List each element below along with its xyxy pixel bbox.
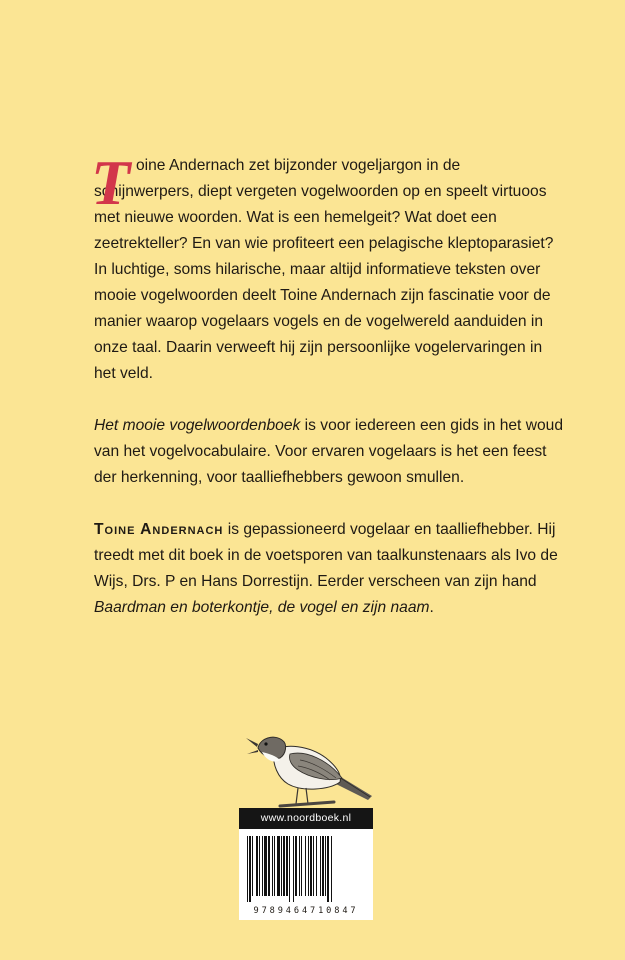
summary-paragraph — [94, 413, 564, 491]
intro-text: oine Andernach zet bijzonder vogeljargon in de schijnwerpers, diept vergeten vogelwoorden op en speelt virtuoos met nieuwe woorden. Wat is een hemelgeit? Wat doet een zeetrekteller? En van wie profiteert een pelagische kleptoparasiet? In luchtige, soms hilarische, maar altijd informatieve teksten over mooie vogelwoorden deelt Toine Andernach zijn fascinatie voor de manier waarop vogelaars vogels en de vogelwereld aanduiden in onze taal. Daarin verweeft hij zijn persoonlijke vogelervaringen in het veld. — [94, 157, 554, 382]
author-paragraph — [94, 517, 564, 621]
drop-cap: T — [91, 147, 131, 218]
author-bio: is gepassioneerd vogelaar en taalliefhebber. Hij treedt met dit boek in de voetsporen van taalkunstenaars als Ivo de Wijs, Drs. P en Hans Dorrestijn. Eerder verscheen van zijn hand — [94, 521, 558, 590]
book-title: Het mooie vogelwoordenboek — [94, 417, 301, 434]
publisher-url: www.noordboek.nl — [239, 808, 373, 829]
barcode-bars — [247, 836, 365, 902]
author-paragraph-end: . — [429, 599, 434, 616]
back-cover-text — [91, 147, 564, 621]
previous-book-title: Baardman en boterkontje, de vogel en zijn naam — [94, 599, 430, 616]
bird-illustration-icon — [244, 730, 376, 810]
intro-paragraph — [91, 147, 564, 387]
summary-text: is voor iedereen een gids in het woud van het vogelvocabulaire. Voor ervaren vogelaars is het een feest der herkenning, voor taalliefhebbers gewoon smullen. — [94, 417, 564, 486]
author-name: Toine Andernach — [94, 521, 224, 538]
isbn-number: 9789464710847 — [253, 906, 359, 916]
barcode — [239, 829, 373, 920]
